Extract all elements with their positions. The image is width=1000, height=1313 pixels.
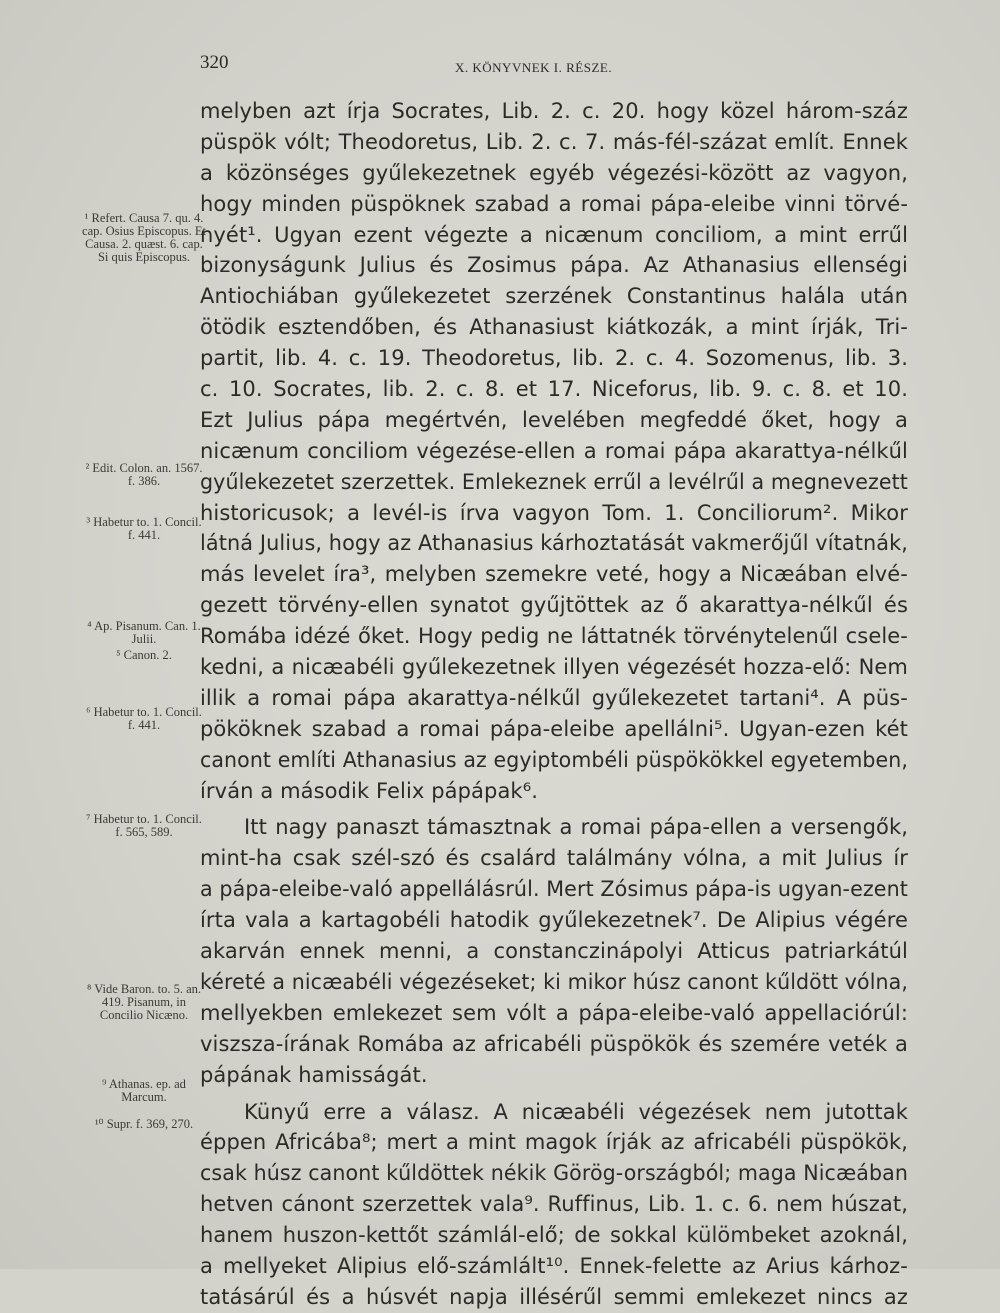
body-text xyxy=(200,96,908,1313)
margin-note-4: ⁴ Ap. Pisanum. Can. 1. Julii. xyxy=(87,619,201,646)
margin-note-3: ³ Habetur to. 1. Concil. f. 441. xyxy=(86,515,202,542)
margin-note-10: ¹⁰ Supr. f. 369, 270. xyxy=(94,1117,194,1131)
text-line: melyben azt írja Socrates, Lib. 2. c. 20. hogy közel három-száz xyxy=(200,99,908,123)
text-line: nicænum conciliom végezése-ellen a romai pápa akarattya-nélkűl xyxy=(200,438,908,463)
page-number: 320 xyxy=(200,52,229,73)
running-title: X. KÖNYVNEK I. RÉSZE. xyxy=(455,60,613,75)
text-line: illik a romai pápa akarattya-nélkűl gyűlekezetet tartani⁴. A püs- xyxy=(200,685,908,710)
text-line: ötödik esztendőben, és Athanasiust kiátkozák, a mint írják, Tri- xyxy=(200,315,908,340)
text-line: hanem huszon-kettőt számlál-elő; de sokkal külömbeket azoknál, xyxy=(200,1223,908,1248)
text-line: nyét¹. Ugyan ezent végezte a nicænum conciliom, a mint errűl xyxy=(200,222,908,247)
text-line: kedni, a nicæabéli gyűlekezetnek illyen végezését hozza-elő: Nem xyxy=(200,655,908,680)
text-line: bizonyságunk Julius és Zosimus pápa. Az Athanasius ellenségi xyxy=(200,253,908,278)
paragraph-start-line: Itt nagy panaszt támasztnak a romai pápa-ellen a versengők, xyxy=(244,815,908,840)
text-line: Romába idézé őket. Hogy pedig ne láttatnék törvénytelenűl csele- xyxy=(200,624,908,649)
text-line: püspök vólt; Theodoretus, Lib. 2. c. 7. más-fél-százat említ. Ennek xyxy=(200,129,908,154)
paragraph-end-line: írván a második Felix pápápak⁶. xyxy=(200,778,538,803)
text-line: mellyekben emlekezet sem vólt a pápa-eleibe-való appellaciórúl: xyxy=(200,1000,908,1025)
text-line: a közönséges gyűlekezetnek egyéb végezési-között az vagyon, xyxy=(200,160,908,185)
text-line: partit, lib. 4. c. 19. Theodoretus, lib. 2. c. 4. Sozomenus, lib. 3. xyxy=(200,346,908,371)
text-line: a pápa-eleibe-való appellálásrúl. Mert Zósimus pápa-is ugyan-ezent xyxy=(200,877,908,902)
text-line: Ezt Julius pápa megértvén, levelében megfeddé őket, hogy a xyxy=(200,407,908,432)
text-line: canont említi Athanasius az egyiptombéli püspökökkel egyetemben, xyxy=(200,747,908,772)
text-line: látná Julius, hogy az Athanasius kárhoztatását vakmerőjűl vítatnák, xyxy=(200,531,908,556)
text-line: hetven cánont szerzettek vala⁹. Ruffinus, Lib. 1. c. 6. nem húszat, xyxy=(200,1192,908,1217)
margin-note-1: ¹ Refert. Causa 7. qu. 4. cap. Osius Episcopus. Et Causa. 2. quæst. 6. cap. Si quis Episcopus. xyxy=(82,211,206,264)
margin-note-5: ⁵ Canon. 2. xyxy=(116,648,172,662)
text-line: tatásárúl és a húsvét napja illésérűl semmi emlekezet nincs az xyxy=(200,1284,908,1309)
text-line: gezett törvény-ellen synatot gyűjtöttek az ő akarattya-nélkűl és xyxy=(200,593,908,618)
margin-note-9: ⁹ Athanas. ep. ad Marcum. xyxy=(102,1077,186,1104)
text-line: más levelet íra³, melyben szemekre veté, hogy a Nicæában elvé- xyxy=(200,562,908,587)
margin-note-8: ⁸ Vide Baron. to. 5. an. 419. Pisanum, in Concilio Nicæno. xyxy=(86,982,202,1022)
text-line: akarván ennek menni, a constanczinápolyi Atticus patriarkátúl xyxy=(200,939,908,964)
paragraph-end-line: pápának hamisságát. xyxy=(200,1062,428,1087)
text-line: viszsza-írának Romába az africabéli püspökök és szemére veték a xyxy=(200,1031,908,1056)
text-line: c. 10. Socrates, lib. 2. c. 8. et 17. Niceforus, lib. 9. c. 8. et 10. xyxy=(200,377,908,402)
text-line: a mellyeket Alipius elő-számlált¹⁰. Ennek-felette az Arius kárhoz- xyxy=(200,1253,908,1278)
margin-note-7: ⁷ Habetur to. 1. Concil. f. 565, 589. xyxy=(86,812,202,839)
text-line: csak húsz canont kűldöttek nékik Görög-országból; maga Nicæában xyxy=(200,1161,908,1186)
text-line: kéreté a nicæabéli végezéseket; ki mikor húsz canont kűldött vólna, xyxy=(200,969,908,994)
text-line: éppen Africába⁸; mert a mint magok írják az africabéli püspökök, xyxy=(200,1130,908,1155)
text-line: hogy minden püspöknek szabad a romai pápa-eleibe vinni törvé- xyxy=(200,191,908,216)
text-line: mint-ha csak szél-szó és csalárd találmány vólna, a mit Julius ír xyxy=(200,846,908,871)
text-line: historicusok; a levél-is írva vagyon Tom. 1. Conciliorum². Mikor xyxy=(200,500,908,525)
margin-note-2: ² Edit. Colon. an. 1567. f. 386. xyxy=(85,461,203,488)
text-line: írta vala a kartagobéli hatodik gyűlekezetnek⁷. De Alipius végére xyxy=(200,908,908,933)
text-line: pököknek szabad a romai pápa-eleibe apellálni⁵. Ugyan-ezen két xyxy=(200,716,908,741)
paragraph-start-line: Künyű erre a válasz. A nicæabéli végezések nem jutottak xyxy=(244,1099,908,1124)
running-head xyxy=(198,52,908,82)
margin-note-6: ⁶ Habetur to. 1. Concil. f. 441. xyxy=(86,705,202,732)
text-line: gyűlekezetet szerzettek. Emlekeznek errűl a levélrűl a megnevezett xyxy=(200,469,908,494)
text-line: Antiochiában gyűlekezetet szerzének Constantinus halála után xyxy=(200,284,908,309)
